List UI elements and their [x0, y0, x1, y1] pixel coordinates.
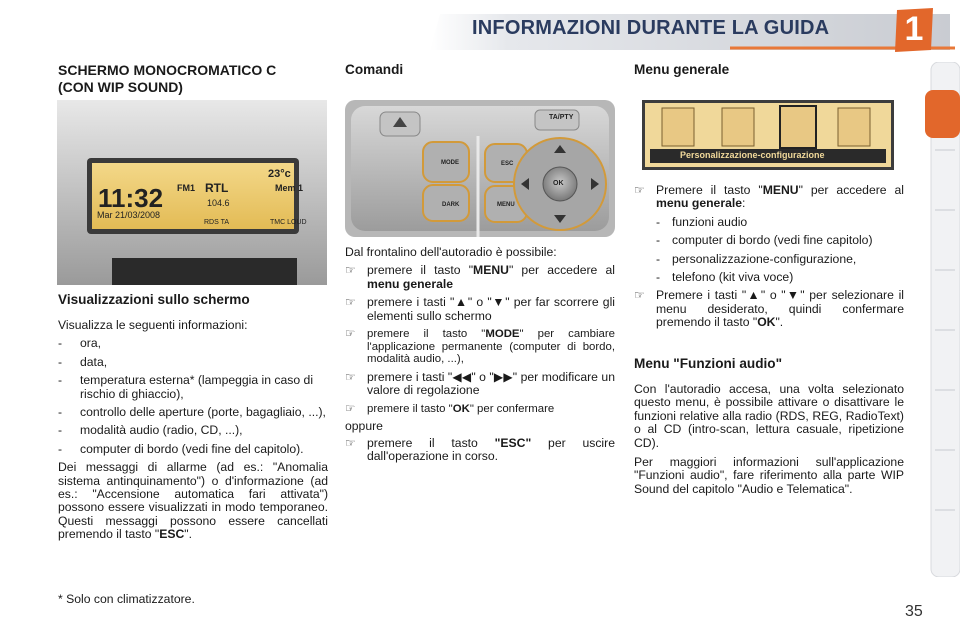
audio-functions-reference: Per maggiori informazioni sull'applicazione "Funzioni audio", fare riferimento alla parte WIP Sound del capitolo "Audio e Telematica".	[634, 455, 904, 496]
list-item: - controllo delle aperture (porte, bagagliaio, ...),	[58, 405, 326, 420]
list-item: - telefono (kit viva voce)	[656, 270, 794, 285]
section-title-audio-functions: Menu "Funzioni audio"	[634, 356, 783, 371]
menu-button[interactable]: MENU	[497, 202, 515, 208]
list-item: - temperatura esterna* (lampeggia in caso di rischio di ghiaccio),	[58, 373, 314, 401]
list-item: ☞ premere il tasto "MODE" per cambiare l'applicazione permanente (computer di bordo, modalità audio, ...),	[345, 328, 615, 366]
footnote: * Solo con climatizzatore.	[58, 592, 195, 606]
list-item: - computer di bordo (vedi fine capitolo)	[656, 233, 873, 248]
esc-button[interactable]: ESC	[501, 161, 514, 167]
display-intro: Visualizza le seguenti informazioni:	[58, 318, 248, 332]
submenu-list	[634, 216, 904, 285]
lcd-memory: Mem 1	[275, 183, 304, 193]
list-item: - funzioni audio	[656, 214, 748, 229]
display-items-list	[58, 337, 328, 456]
chapter-number: 1	[904, 10, 924, 48]
section-title-monochrome-screen: SCHERMO MONOCROMATICO C (CON WIP SOUND)	[58, 62, 277, 95]
list-item: ☞ premere il tasto "MENU" per accedere al menu generale	[345, 263, 615, 291]
section-title-general-menu: Menu generale	[634, 62, 730, 77]
chapter-tab-strip[interactable]	[925, 62, 960, 577]
mode-button[interactable]: MODE	[441, 160, 459, 166]
ok-button[interactable]: OK	[553, 180, 564, 187]
lcd-tmc: TMC LOUD	[270, 219, 307, 226]
lcd-rds: RDS TA	[204, 219, 230, 226]
section-title-controls: Comandi	[345, 62, 404, 77]
ta-pty-button[interactable]: TA/PTY	[549, 114, 574, 121]
section-title-display: Visualizzazioni sullo schermo	[58, 292, 250, 307]
menu-caption: Personalizzazione-configurazione	[680, 150, 825, 160]
list-item: ☞ premere i tasti "▲" o "▼" per far scorrere gli elementi sullo schermo	[345, 295, 615, 323]
list-item: - personalizzazione-configurazione,	[656, 251, 857, 266]
list-item: - data,	[58, 354, 108, 369]
lcd-temperature: 23°c	[268, 168, 291, 180]
list-item: ☞ Premere i tasti "▲" o "▼" per selezionare il menu desiderato, quindi confermare premendo il tasto "OK".	[634, 288, 904, 330]
dark-button[interactable]: DARK	[442, 202, 460, 208]
list-item: ☞ Premere il tasto "MENU" per accedere al menu generale:	[634, 183, 904, 211]
list-item: - ora,	[58, 336, 102, 351]
list-item: - computer di bordo (vedi fine del capitolo).	[58, 441, 304, 456]
audio-functions-text: Con l'autoradio accesa, una volta selezionato questo menu, è possibile attivare o disattivare le funzioni relative alla radio (RDS, REG, RadioText) o al CD (intro-scan, lettura casuale, ripetizione CD).	[634, 382, 904, 450]
lcd-band: FM1	[177, 183, 195, 193]
list-item: ☞ premere il tasto "ESC" per uscire dall'operazione in corso.	[345, 435, 615, 464]
page-number: 35	[905, 603, 923, 620]
alarm-messages-text: Dei messaggi di allarme (ad es.: "Anomalia sistema antinquinamento") o d'informazione (ad es.: "Accensione automatica fari attivata") possono essere visualizzati in modo temporaneo. Questi messaggi possono essere cancellati premendo il tasto "ESC".	[58, 460, 328, 542]
lcd-date: Mar 21/03/2008	[97, 210, 161, 220]
list-item: ☞ premere il tasto "OK" per confermare	[345, 402, 555, 415]
list-item: ☞ premere i tasti "◀◀" o "▶▶" per modificare un valore di regolazione	[345, 369, 615, 398]
lcd-frequency: 104.6	[207, 198, 230, 208]
controls-intro: Dal frontalino dell'autoradio è possibile:	[345, 245, 557, 259]
oppure-text: oppure	[345, 419, 383, 434]
radio-control-panel-photo	[345, 100, 615, 237]
list-item: - modalità audio (radio, CD, ...),	[58, 423, 243, 438]
chapter-title: INFORMAZIONI DURANTE LA GUIDA	[472, 17, 830, 39]
lcd-station: RTL	[205, 181, 229, 195]
lcd-time: 11:32	[98, 183, 164, 213]
